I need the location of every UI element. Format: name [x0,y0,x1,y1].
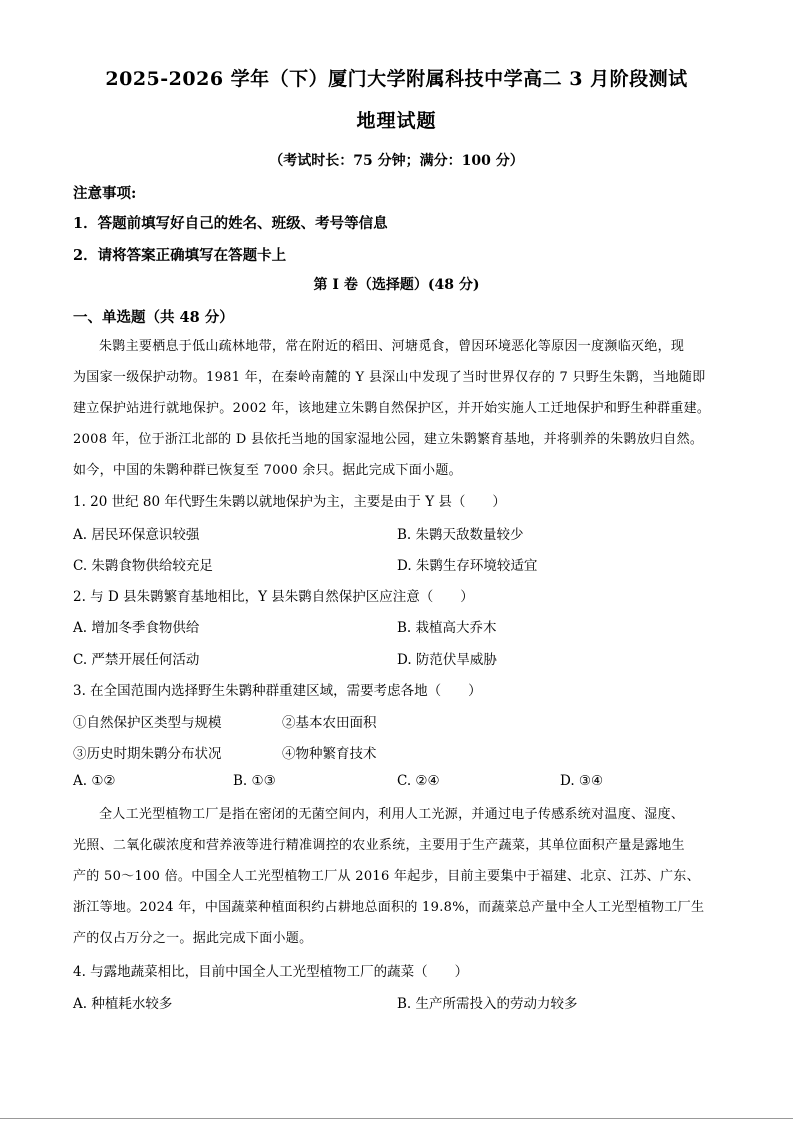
question-1-stem: 1. 20 世纪 80 年代野生朱鹮以就地保护为主，主要是由于 Y 县（ ） [73,494,506,510]
question-1-option-a[interactable]: A. 居民环保意识较强 [73,527,200,543]
exam-subject: 地理试题 [356,110,437,132]
note-item-1: 1．答题前填写好自己的姓名、班级、考号等信息 [73,215,388,232]
question-3-option-d[interactable]: D. ③④ [560,773,604,789]
passage-2-line: 全人工光型植物工厂是指在密闭的无菌空间内，利用人工光源，并通过电子传感系统对温度、湿度、 [99,807,685,822]
question-4-stem: 4. 与露地蔬菜相比，目前中国全人工光型植物工厂的蔬菜（ ） [73,964,469,980]
passage-1-line: 如今，中国的朱鹮种群已恢复至 7000 余只。据此完成下面小题。 [73,463,462,478]
notes-heading: 注意事项: [73,185,137,202]
question-2-option-b[interactable]: B. 栽植高大乔木 [397,620,497,636]
passage-2-line: 浙江等地。2024 年，中国蔬菜种植面积约占耕地总面积的 19.8%，而蔬菜总产量中全人工光型植物工厂生 [73,900,705,915]
question-3-option-b[interactable]: B. ①③ [233,773,276,789]
question-3-item-1: ①自然保护区类型与规模 [73,715,222,731]
passage-1-line: 2008 年，位于浙江北部的 D 县依托当地的国家湿地公园，建立朱鹮繁育基地，并将驯养的朱鹮放归自然。 [73,432,704,447]
question-3-option-c[interactable]: C. ②④ [397,773,440,789]
exam-title: 2025-2026 学年（下）厦门大学附属科技中学高二 3 月阶段测试 [105,68,688,90]
passage-2 [73,799,723,954]
question-4-option-b[interactable]: B. 生产所需投入的劳动力较多 [397,996,578,1012]
question-1-option-b[interactable]: B. 朱鹮天敌数量较少 [397,527,524,543]
question-2-option-a[interactable]: A. 增加冬季食物供给 [73,620,200,636]
passage-1-line: 为国家一级保护动物。1981 年，在秦岭南麓的 Y 县深山中发现了当时世界仅存的 7 只野生朱鹮，当地随即 [73,370,706,385]
passage-1-line: 建立保护站进行就地保护。2002 年，该地建立朱鹮自然保护区，并开始实施人工迁地保护和野生种群重建。 [73,401,711,416]
question-1-option-c[interactable]: C. 朱鹮食物供给较充足 [73,558,213,574]
question-3-item-3: ③历史时期朱鹮分布状况 [73,746,222,762]
question-3-stem: 3. 在全国范围内选择野生朱鹮种群重建区域，需要考虑各地（ ） [73,683,482,699]
note-item-2: 2．请将答案正确填写在答题卡上 [73,247,287,264]
section-title: 第 I 卷（选择题）(48 分) [313,277,480,293]
exam-duration: （考试时长：75 分钟；满分：100 分） [269,153,524,169]
question-2-option-d[interactable]: D. 防范伏旱威胁 [397,652,497,668]
question-4-option-a[interactable]: A. 种植耗水较多 [73,996,173,1012]
question-3-item-4: ④物种繁育技术 [282,746,377,762]
part-title: 一、单选题（共 48 分） [73,309,234,326]
question-3-item-2: ②基本农田面积 [282,715,377,731]
question-1-option-d[interactable]: D. 朱鹮生存环境较适宜 [397,558,538,574]
passage-2-line: 产的 50～100 倍。中国全人工光型植物工厂从 2016 年起步，目前主要集中于福建、北京、江苏、广东、 [73,869,700,884]
question-2-option-c[interactable]: C. 严禁开展任何活动 [73,652,200,668]
passage-1 [73,331,723,486]
question-2-stem: 2. 与 D 县朱鹮繁育基地相比，Y 县朱鹮自然保护区应注意（ ） [73,589,474,605]
passage-2-line: 产的仅占万分之一。据此完成下面小题。 [73,931,313,946]
passage-1-line: 朱鹮主要栖息于低山疏林地带，常在附近的稻田、河塘觅食，曾因环境恶化等原因一度濒临灭绝，现 [99,339,685,354]
passage-2-line: 光照、二氧化碳浓度和营养液等进行精准调控的农业系统，主要用于生产蔬菜，其单位面积产量是露地生 [73,838,685,853]
question-3-option-a[interactable]: A. ①② [73,773,116,789]
page-bottom-divider [0,1118,793,1119]
